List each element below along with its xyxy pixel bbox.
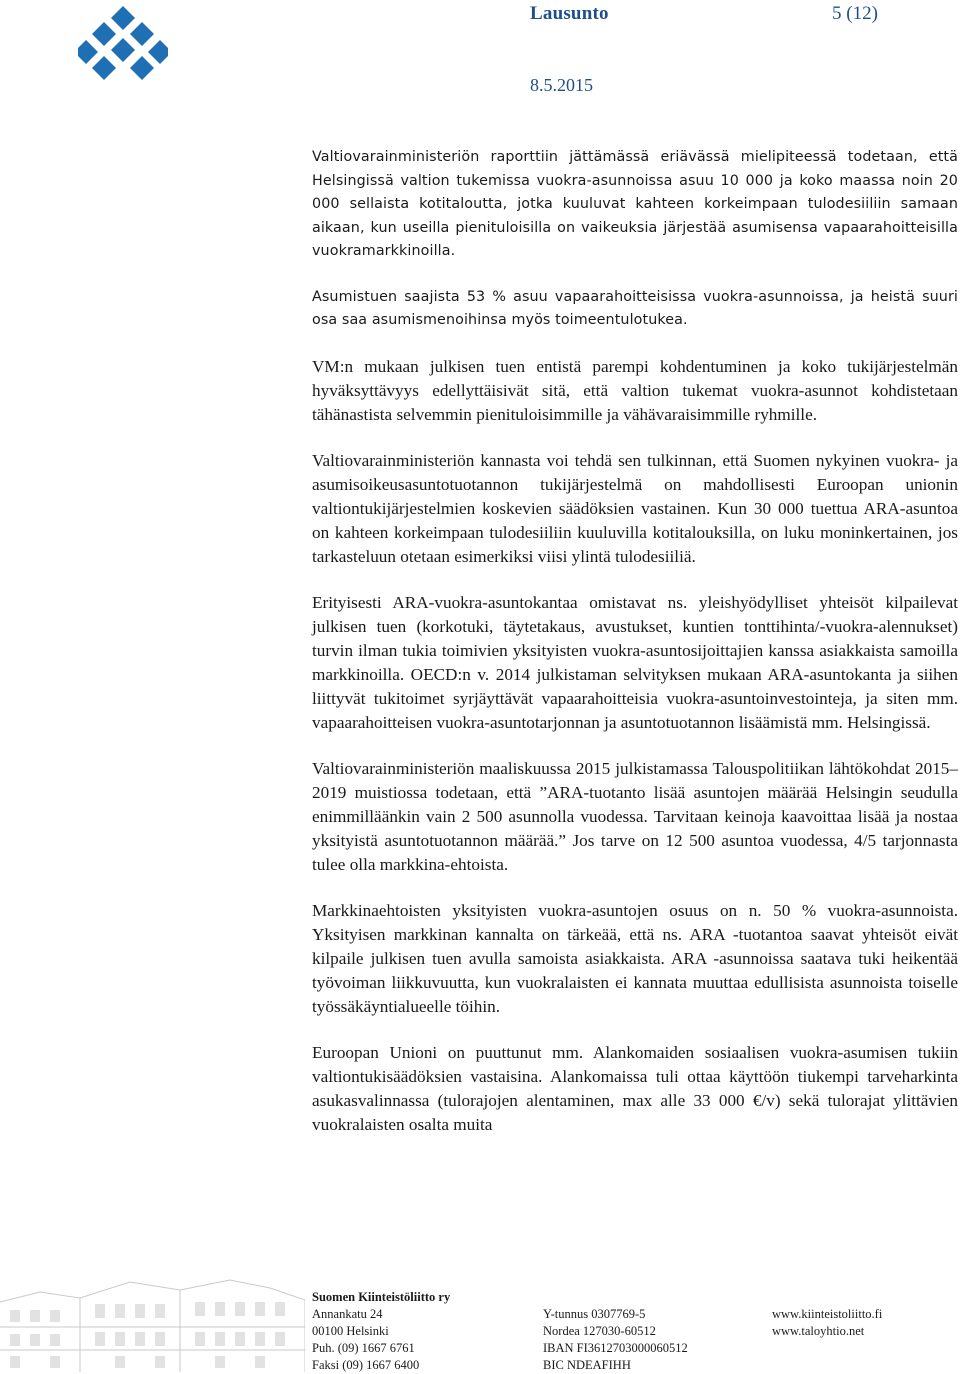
footer-banking — [543, 1306, 688, 1374]
footer-address — [312, 1289, 450, 1374]
paragraph-7: Markkinaehtoisten yksityisten vuokra-asuntojen osuus on n. 50 % vuokra-asunnoista. Yksityisen markkinan kannalta on tärkeää, että ns. ARA -tuotantoa saavat yhteisöt eivät kilpaile julkisen tuen avulla samoista asiakkaista. ARA -asunnoissa saatava tuki heikentää työvoiman liikkuvuutta, kun vuokralaisten ei kannata muuttaa edullisista asunnoista toiselle työssäkäyntialueelle töihin. — [312, 900, 958, 1016]
paragraph-1: Valtiovarainministeriön raporttiin jättämässä eriävässä mielipiteessä todetaan, että Helsingissä valtion tukemissa vuokra-asunnoissa asuu 10 000 ja koko maassa noin 20 000 sellaista kotitaloutta, jotka kuuluvat kahteen korkeimpaan tulodesiiliin samaan aikaan, kun useilla pienituloisilla on vaikeuksia järjestää asumisensa vapaarahoitteisilla vuokramarkkinoilla. — [312, 149, 958, 259]
paragraph-3: VM:n mukaan julkisen tuen entistä parempi kohdentuminen ja koko tukijärjestelmän hyväksyttävyys edellyttäisivät sitä, että valtion tukemat vuokra-asunnot kohdistetaan tähänastista selvemmin pienituloisimmille ja vähävaraisimmille ryhmille. — [312, 356, 958, 424]
footer-street: Annankatu 24 — [312, 1307, 383, 1321]
footer-bank-account: Nordea 127030-60512 — [543, 1324, 656, 1338]
footer-building-illustration — [0, 1272, 305, 1372]
footer-postcode: 00100 Helsinki — [312, 1324, 389, 1338]
document-date: 8.5.2015 — [530, 75, 593, 95]
footer-web — [772, 1306, 882, 1340]
footer-org-name: Suomen Kiinteistöliitto ry — [312, 1290, 451, 1304]
document-type: Lausunto — [530, 3, 609, 24]
paragraph-8: Euroopan Unioni on puuttunut mm. Alankomaiden sosiaalisen vuokra-asumisen tukiin valtiontukisäädöksien vastaisina. Alankomaissa tuli ottaa käyttöön tiukempi tarveharkinta asukasvalinnassa (tulorajojen alentaminen, max alle 33 000 €/v) sekä tulorajat ylittävien vuokralaisten osalta muita — [312, 1042, 958, 1134]
footer-fax: Faksi (09) 1667 6400 — [312, 1358, 420, 1372]
footer-website-1[interactable]: www.kiinteistoliitto.fi — [772, 1307, 883, 1321]
footer-website-2[interactable]: www.taloyhtio.net — [772, 1324, 865, 1338]
paragraph-2: Asumistuen saajista 53 % asuu vapaarahoitteisissa vuokra-asunnoissa, ja heistä suuri osa saa asumismenoihinsa myös toimeentulotukea. — [312, 288, 958, 328]
footer-business-id: Y-tunnus 0307769-5 — [543, 1307, 646, 1321]
kiinteistoliitto-logo — [78, 4, 168, 80]
paragraph-5: Erityisesti ARA-vuokra-asuntokantaa omistavat ns. yleishyödylliset yhteisöt kilpailevat julkisen tuen (korkotuki, täytetakaus, avustukset, kuntien tonttihinta/-vuokra-alennukset) turvin ilman tukia toimivien yksityisten vuokra-asuntosijoittajien kanssa asiakkaista samoilla markkinoilla. OECD:n v. 2014 julkistaman selvityksen mukaan ARA-asuntokanta ja siihen liittyvät tukitoimet syrjäyttävät vapaarahoitteisia vuokra-asuntoinvestointeja, ja siten mm. vapaarahoitteisen vuokra-asuntotarjonnan ja asuntotuotannon lisäämistä mm. Helsingissä. — [312, 592, 958, 732]
page-number: 5 (12) — [832, 3, 878, 24]
footer-bic: BIC NDEAFIHH — [543, 1358, 631, 1372]
paragraph-6: Valtiovarainministeriön maaliskuussa 2015 julkistamassa Talouspolitiikan lähtökohdat 2015–2019 muistiossa todetaan, että ”ARA-tuotanto lisää asuntojen määrää Helsingin seudulla enimmilläänkin vain 2 500 asunnolla vuodessa. Tarvitaan keinoja kaavoittaa lisää ja nostaa yksityistä asuntotuotannon määrää.” Jos tarve on 12 500 asuntoa vuodessa, 4/5 tarjonnasta tulee olla markkina-ehtoista. — [312, 758, 958, 874]
document-body — [312, 146, 958, 1137]
footer-iban: IBAN FI3612703000060512 — [543, 1341, 688, 1355]
paragraph-4: Valtiovarainministeriön kannasta voi tehdä sen tulkinnan, että Suomen nykyinen vuokra- ja asumisoikeusasuntotuotannon tukijärjestelmä on mahdollisesti Euroopan unionin valtiontukijärjestelmien koskevien säädöksien vastainen. Kun 30 000 tuettua ARA-asuntoa on kahteen korkeimpaan tulodesiiliin kuuluvilla kotitalouksilla, on luku moninkertainen, jos tarkasteluun otetaan esimerkiksi viisi ylintä tulodesiiliä. — [312, 450, 958, 566]
footer-phone: Puh. (09) 1667 6761 — [312, 1341, 415, 1355]
